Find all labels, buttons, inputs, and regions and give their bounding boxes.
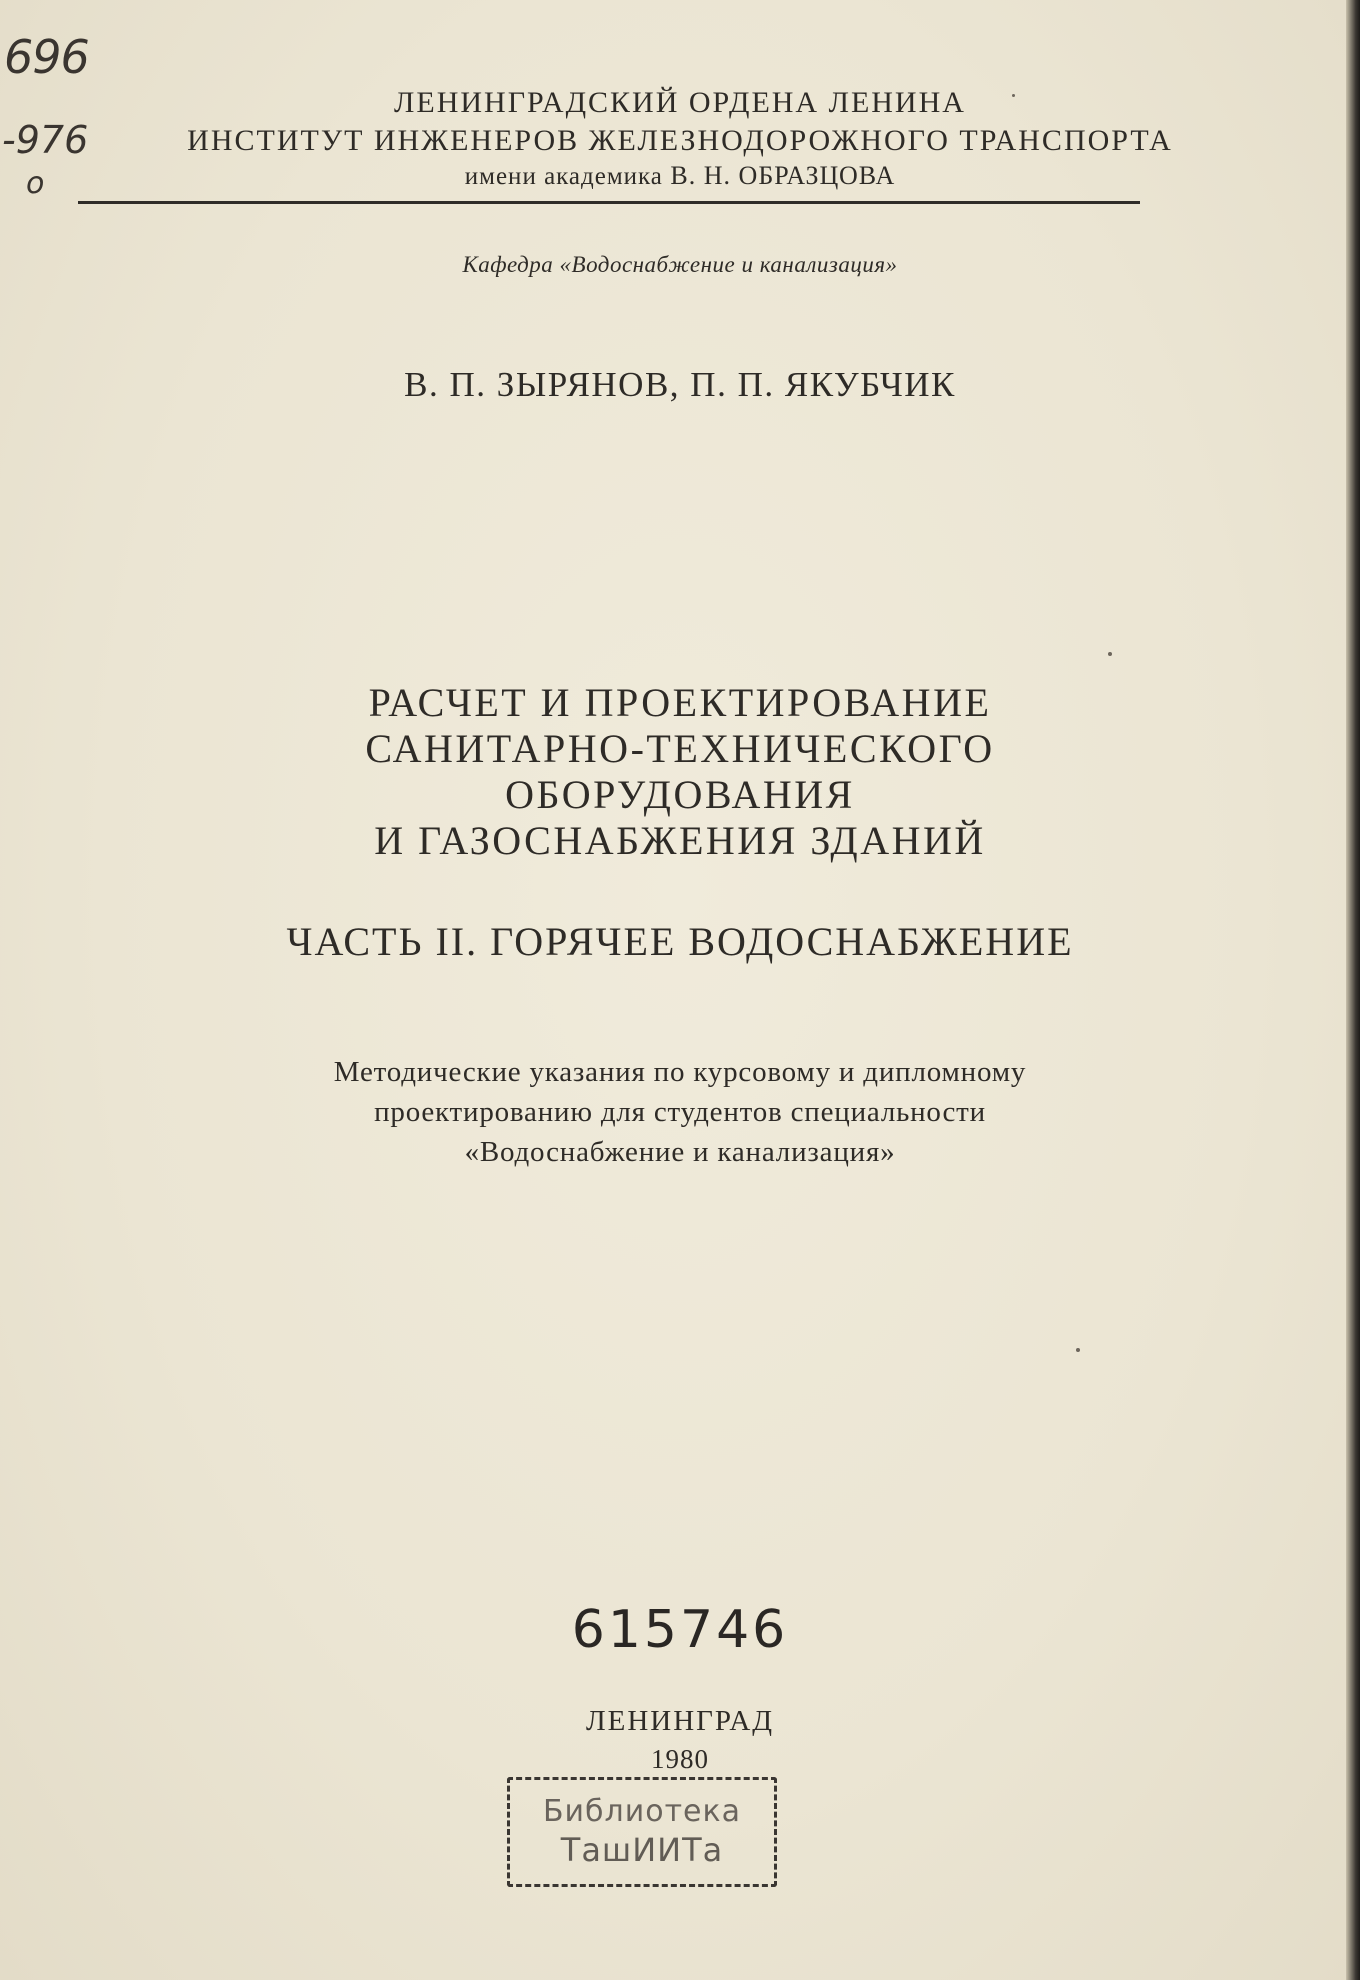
institution-line-3-prefix: имени академика [464,163,663,190]
handwritten-shelf-code: -976 [2,118,89,162]
authors: В. П. ЗЫРЯНОВ, П. П. ЯКУБЧИК [404,365,956,404]
description-line-1: Методические указания по курсовому и дипломному [333,1056,1027,1088]
description-line-3: «Водоснабжение и канализация» [464,1136,896,1168]
book-title [0,680,1360,864]
imprint-city: ЛЕНИНГРАД [585,1705,775,1737]
title-line-4: И ГАЗОСНАБЖЕНИЯ ЗДАНИЙ [374,818,986,863]
title-line-3: ОБОРУДОВАНИЯ [505,772,855,817]
imprint-year: 1980 [651,1744,709,1774]
handwritten-letter: о [26,166,45,201]
paper-speck [1076,1348,1080,1352]
institution-line-2: ИНСТИТУТ ИНЖЕНЕРОВ ЖЕЛЕЗНОДОРОЖНОГО ТРАНСПОРТА [187,124,1173,157]
institution-line-1: ЛЕНИНГРАДСКИЙ ОРДЕНА ЛЕНИНА [394,86,966,119]
library-stamp-line-1: Библиотека [542,1794,742,1829]
handwritten-shelf-mark: 696 [4,30,89,84]
paper-speck [1108,652,1112,656]
title-line-2: САНИТАРНО-ТЕХНИЧЕСКОГО [365,726,995,771]
paper-speck [1012,94,1015,97]
description [0,1052,1360,1172]
title-line-1: РАСЧЕТ И ПРОЕКТИРОВАНИЕ [368,680,992,725]
library-stamp-line-2: ТашИИТа [560,1831,724,1869]
library-stamp [507,1777,777,1887]
part-title: ЧАСТЬ II. ГОРЯЧЕЕ ВОДОСНАБЖЕНИЕ [286,919,1074,964]
department: Кафедра «Водоснабжение и канализация» [462,252,898,277]
institution-line-3-name: В. Н. ОБРАЗЦОВА [670,161,896,190]
header-divider [78,201,1140,204]
handwritten-inventory-number: 615746 [571,1600,789,1660]
page-edge-shadow [1346,0,1360,1980]
institution-line-3 [0,161,1360,191]
description-line-2: проектированию для студентов специальности [374,1096,986,1128]
